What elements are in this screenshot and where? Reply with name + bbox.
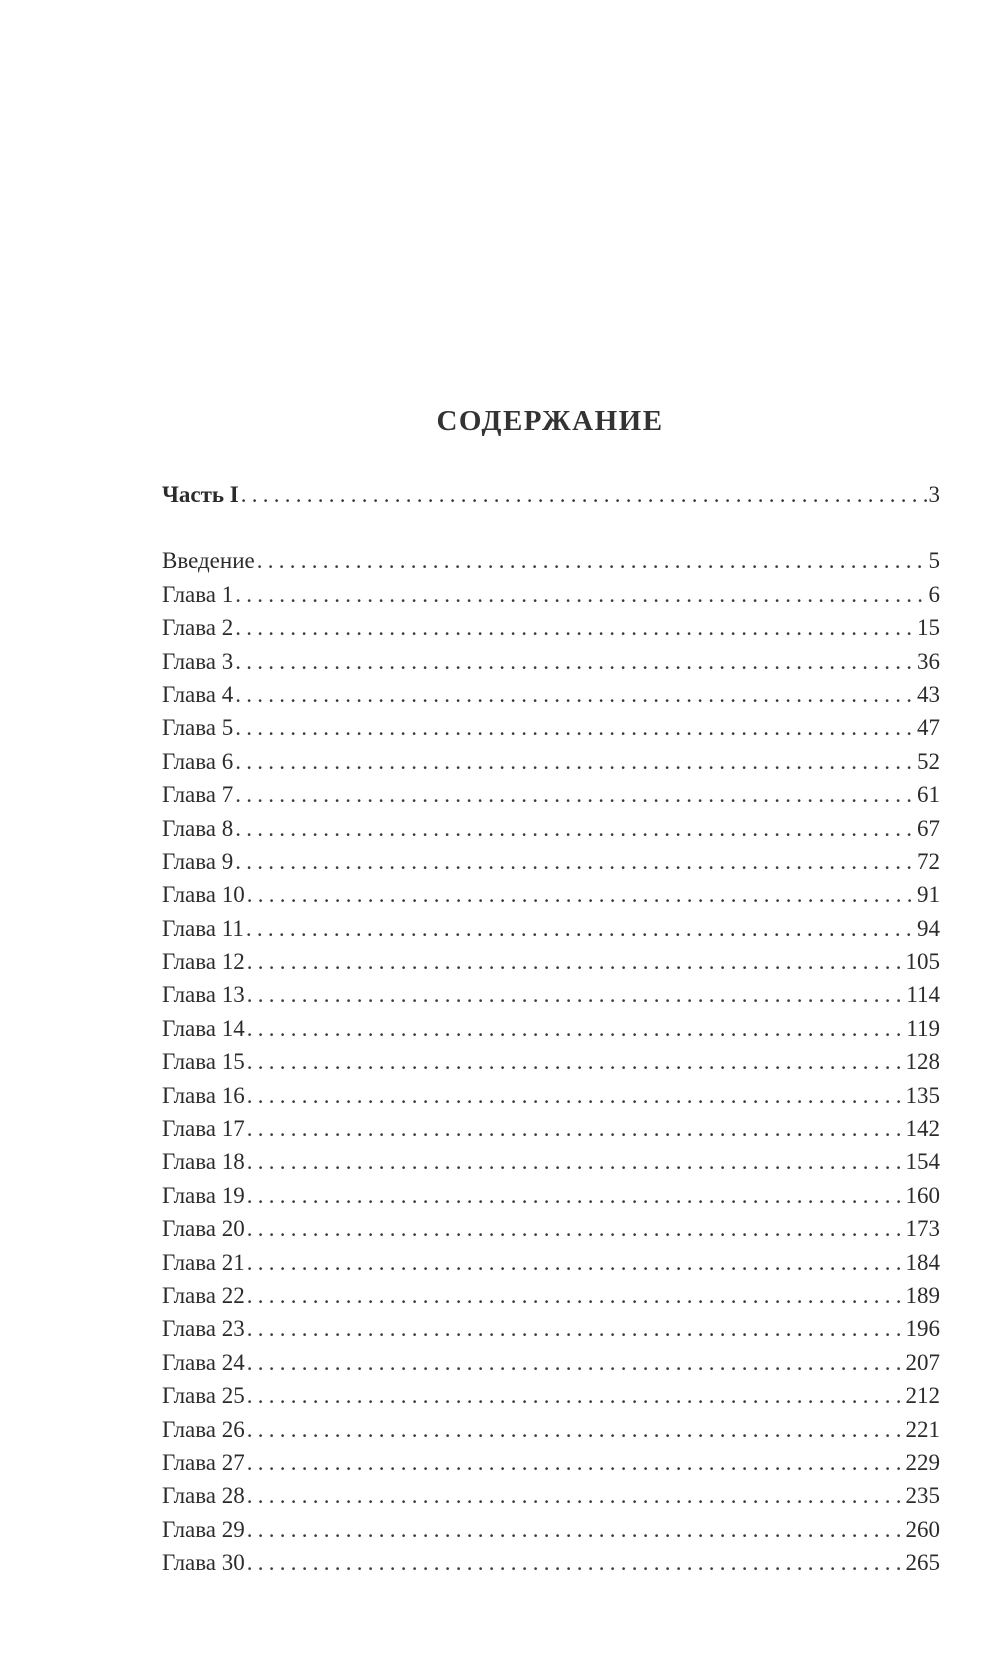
dot-leader <box>247 1379 904 1412</box>
toc-entry-page: 72 <box>917 848 940 874</box>
toc-entry <box>162 1079 940 1112</box>
toc-entry-label: Глава 23 <box>162 1316 245 1342</box>
dot-leader <box>247 1212 904 1245</box>
toc-entry-label: Глава 27 <box>162 1449 245 1475</box>
toc-part-label: Часть I <box>162 482 239 507</box>
dot-leader <box>247 1179 904 1212</box>
toc-entry <box>162 1179 940 1212</box>
toc-entry-label: Глава 20 <box>162 1216 245 1242</box>
toc-entry-page: 91 <box>917 882 940 908</box>
toc-entry-label: Введение <box>162 548 255 574</box>
dot-leader <box>235 778 915 811</box>
toc-entry-label: Глава 4 <box>162 681 234 707</box>
toc-entry <box>162 1413 940 1446</box>
toc-entry-label: Глава 25 <box>162 1383 245 1409</box>
dot-leader <box>247 1246 904 1279</box>
toc-entry-page: 196 <box>905 1316 940 1342</box>
toc-entry-label: Глава 6 <box>162 748 234 774</box>
toc-entry <box>162 1379 940 1412</box>
toc-entry-page: 52 <box>917 748 940 774</box>
toc-entry-page: 265 <box>905 1550 940 1576</box>
toc-entry-label: Глава 12 <box>162 949 245 975</box>
toc-entry-page: 160 <box>905 1182 940 1208</box>
toc-entry-label: Глава 2 <box>162 615 234 641</box>
toc-entry-label: Глава 1 <box>162 581 234 607</box>
toc-entry-page: 61 <box>917 782 940 808</box>
dot-leader <box>247 1479 904 1512</box>
toc-entry-label: Глава 22 <box>162 1282 245 1308</box>
toc-entry-page: 128 <box>905 1049 940 1075</box>
toc-entry <box>162 1045 940 1078</box>
dot-leader <box>241 478 927 511</box>
toc-entry-label: Глава 7 <box>162 782 234 808</box>
toc-entry-label: Глава 10 <box>162 882 245 908</box>
toc-entry <box>162 1279 940 1312</box>
toc-entry-page: 5 <box>928 548 940 574</box>
toc-entry <box>162 978 940 1011</box>
dot-leader <box>247 1279 904 1312</box>
toc-entry <box>162 845 940 878</box>
toc-entry-label: Глава 21 <box>162 1249 245 1275</box>
dot-leader <box>247 1513 904 1546</box>
toc-part-entry <box>162 478 940 511</box>
toc-entry <box>162 1346 940 1379</box>
toc-entry-label: Глава 13 <box>162 982 245 1008</box>
dot-leader <box>247 878 915 911</box>
toc-entry-page: 15 <box>917 615 940 641</box>
dot-leader <box>235 678 915 711</box>
toc-entry-label: Глава 26 <box>162 1416 245 1442</box>
toc-entry <box>162 1012 940 1045</box>
toc-entry-page: 154 <box>905 1149 940 1175</box>
toc-entry-label: Глава 8 <box>162 815 234 841</box>
dot-leader <box>247 945 904 978</box>
toc-entry <box>162 1246 940 1279</box>
toc-entry-page: 212 <box>905 1383 940 1409</box>
toc-entry <box>162 745 940 778</box>
toc-entry-label: Глава 5 <box>162 715 234 741</box>
toc-entry <box>162 678 940 711</box>
toc-entry-label: Глава 30 <box>162 1550 245 1576</box>
toc-entry <box>162 711 940 744</box>
dot-leader <box>235 611 915 644</box>
toc-entry <box>162 1513 940 1546</box>
toc-entry <box>162 812 940 845</box>
toc-entry-page: 229 <box>905 1449 940 1475</box>
toc-entry-label: Глава 3 <box>162 648 234 674</box>
toc-entry <box>162 1112 940 1145</box>
dot-leader <box>235 812 915 845</box>
toc-entry <box>162 1546 940 1579</box>
toc-entry <box>162 778 940 811</box>
toc-entry-page: 142 <box>905 1116 940 1142</box>
table-of-contents <box>162 478 940 1580</box>
toc-entry-label: Глава 14 <box>162 1015 245 1041</box>
toc-entry-page: 94 <box>917 915 940 941</box>
toc-entry <box>162 1446 940 1479</box>
dot-leader <box>247 1145 904 1178</box>
dot-leader <box>247 1446 904 1479</box>
dot-leader <box>246 912 915 945</box>
toc-entry <box>162 945 940 978</box>
toc-entry-page: 135 <box>905 1082 940 1108</box>
toc-entry-page: 119 <box>906 1015 940 1041</box>
dot-leader <box>247 1012 905 1045</box>
dot-leader <box>235 711 915 744</box>
dot-leader <box>247 1079 904 1112</box>
dot-leader <box>247 1413 904 1446</box>
dot-leader <box>247 1546 904 1579</box>
toc-entry <box>162 544 940 577</box>
toc-entry <box>162 878 940 911</box>
toc-entry-page: 221 <box>905 1416 940 1442</box>
dot-leader <box>247 1045 904 1078</box>
dot-leader <box>235 845 915 878</box>
toc-entry-page: 189 <box>905 1282 940 1308</box>
dot-leader <box>247 1312 904 1345</box>
toc-part-page: 3 <box>928 482 940 507</box>
toc-entry <box>162 1212 940 1245</box>
toc-entry-label: Глава 15 <box>162 1049 245 1075</box>
toc-entry <box>162 912 940 945</box>
dot-leader <box>247 978 905 1011</box>
toc-entry-label: Глава 16 <box>162 1082 245 1108</box>
toc-entry-page: 36 <box>917 648 940 674</box>
toc-entry <box>162 1312 940 1345</box>
toc-entry <box>162 1479 940 1512</box>
toc-entry-page: 173 <box>905 1216 940 1242</box>
dot-leader <box>235 645 915 678</box>
toc-entry-page: 43 <box>917 681 940 707</box>
toc-entry-page: 105 <box>905 949 940 975</box>
toc-entry-label: Глава 24 <box>162 1349 245 1375</box>
toc-entry-page: 67 <box>917 815 940 841</box>
dot-leader <box>247 1112 904 1145</box>
toc-entry <box>162 578 940 611</box>
dot-leader <box>257 544 927 577</box>
dot-leader <box>235 745 915 778</box>
toc-entry-label: Глава 18 <box>162 1149 245 1175</box>
toc-entry-page: 47 <box>917 715 940 741</box>
dot-leader <box>235 578 926 611</box>
dot-leader <box>247 1346 904 1379</box>
toc-entry-label: Глава 28 <box>162 1483 245 1509</box>
toc-entry-page: 114 <box>906 982 940 1008</box>
page-title: СОДЕРЖАНИЕ <box>436 405 664 437</box>
toc-entry <box>162 1145 940 1178</box>
toc-entry-label: Глава 19 <box>162 1182 245 1208</box>
toc-entry-label: Глава 11 <box>162 915 244 941</box>
toc-entry-page: 207 <box>905 1349 940 1375</box>
toc-entry-page: 235 <box>905 1483 940 1509</box>
toc-entry-label: Глава 9 <box>162 848 234 874</box>
toc-entry <box>162 645 940 678</box>
toc-entry-page: 260 <box>905 1516 940 1542</box>
toc-entry-label: Глава 29 <box>162 1516 245 1542</box>
toc-entry-label: Глава 17 <box>162 1116 245 1142</box>
toc-entry <box>162 611 940 644</box>
toc-entry-page: 6 <box>928 581 940 607</box>
toc-entry-page: 184 <box>905 1249 940 1275</box>
